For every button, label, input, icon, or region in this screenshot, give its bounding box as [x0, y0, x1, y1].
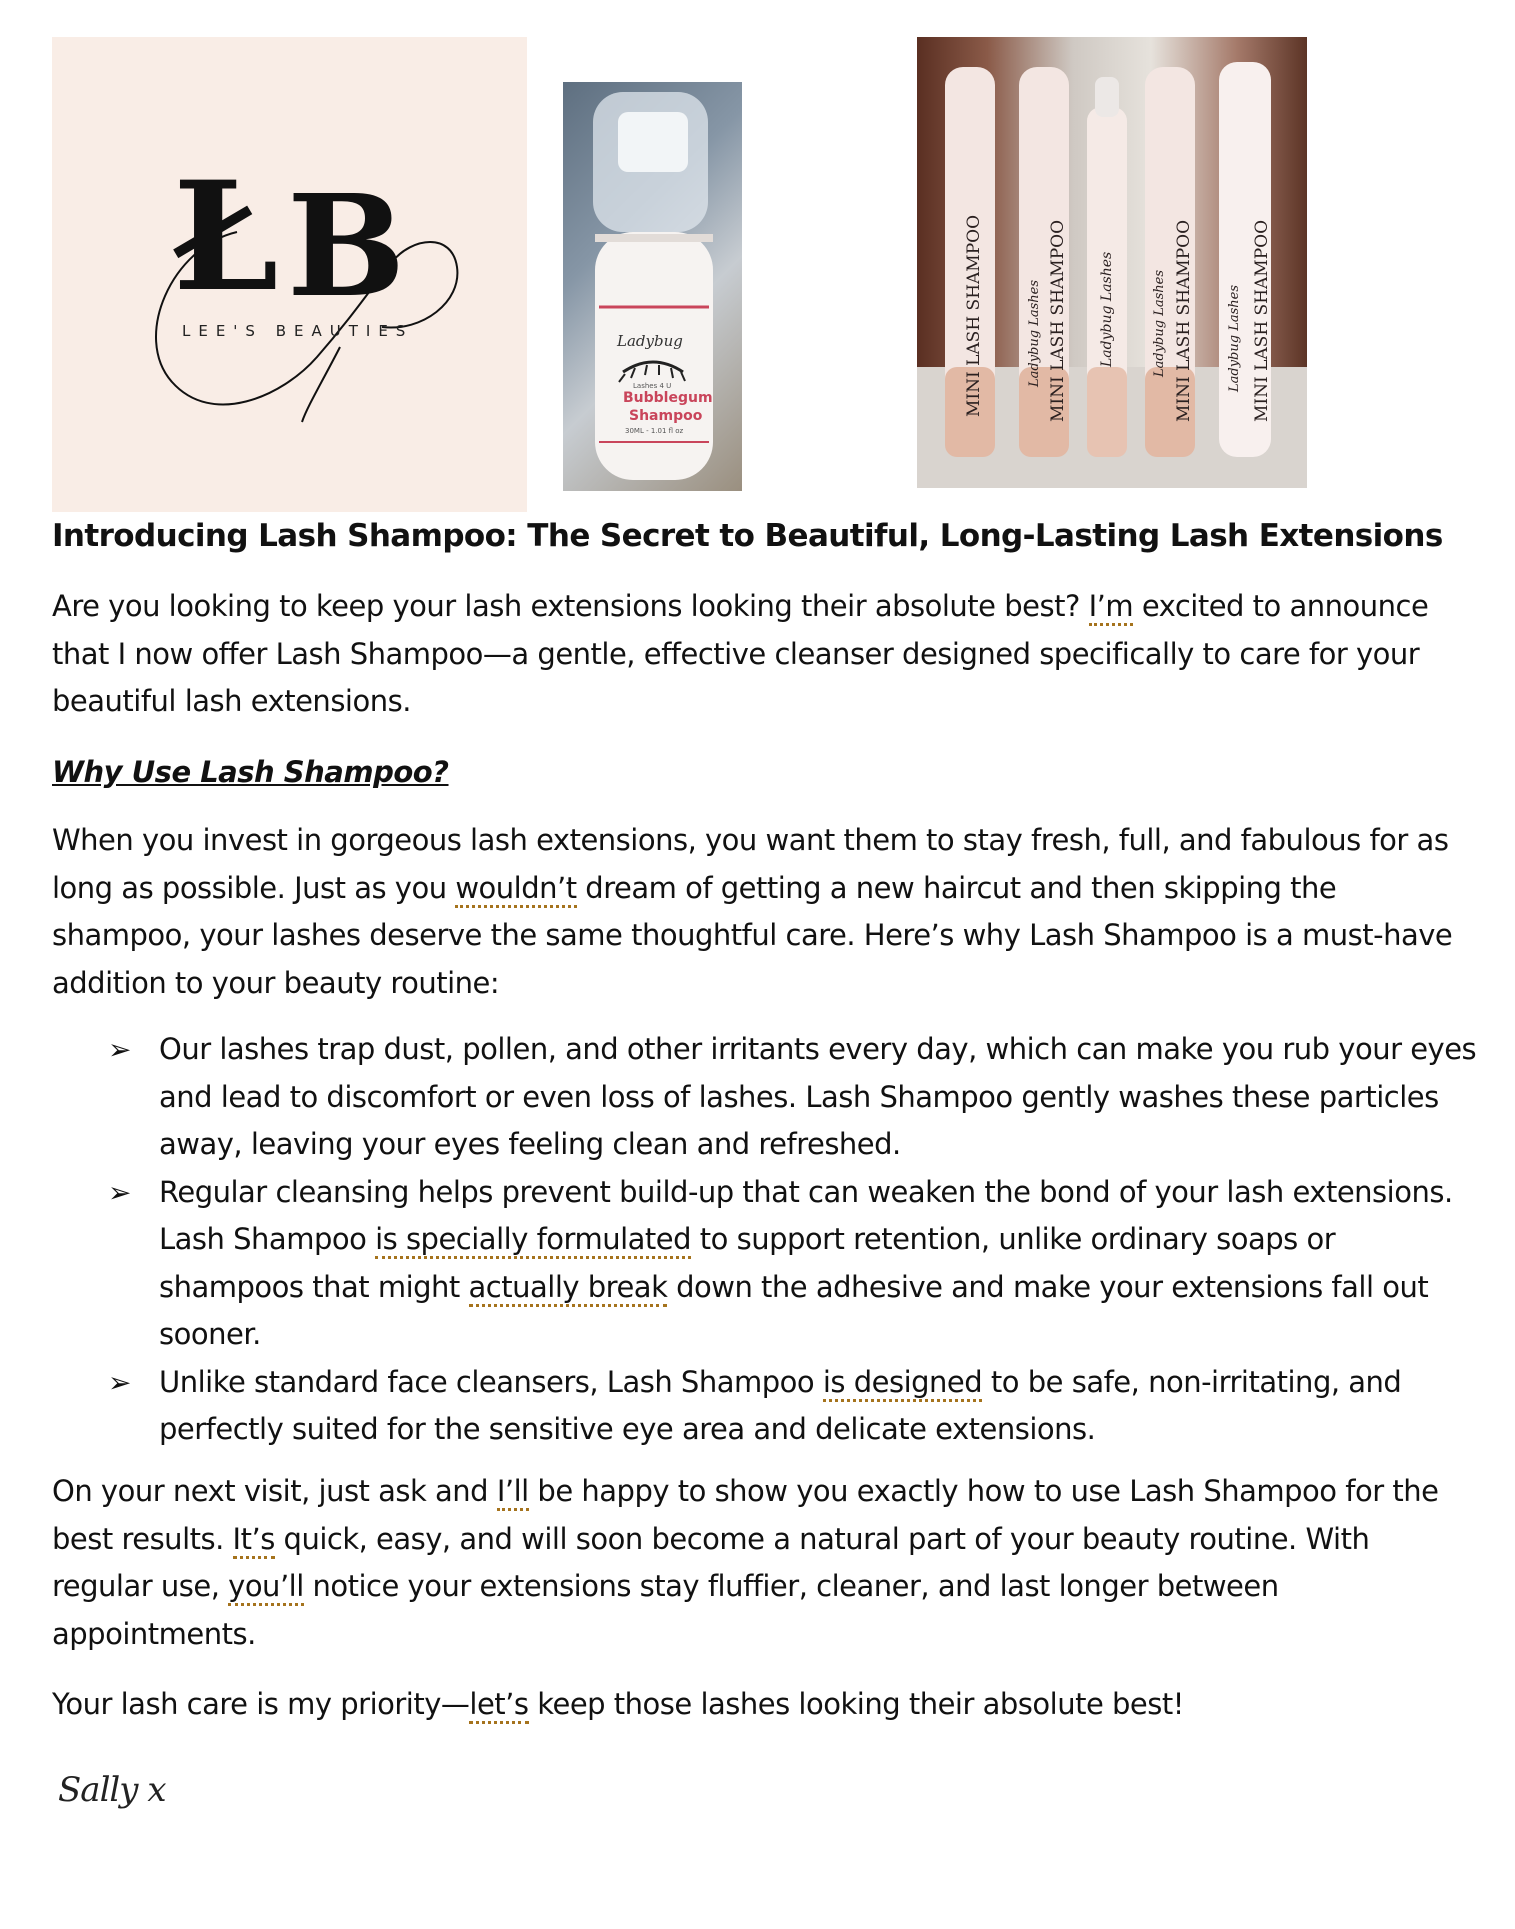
bullet-2-text-1: Regular cleansing helps prevent build-up that can weaken the bond of your lash extensions. Lash Shampoo	[159, 1174, 1453, 1256]
closing-text-2: let’s	[469, 1687, 528, 1724]
intro-text-1: Are you looking to keep your lash extensions looking their absolute best?	[52, 589, 1089, 623]
visit-text-2: I’ll	[497, 1474, 529, 1511]
bottle-size: 30ML - 1.01 fl oz	[625, 427, 684, 435]
logo-tagline: LEE'S BEAUTIES	[182, 322, 414, 340]
mini-label-3: Ladybug Lashes	[1099, 251, 1115, 367]
arrow-bullet-icon: ➢	[108, 1175, 131, 1209]
bullet-1-text: Our lashes trap dust, pollen, and other irritants every day, which can make you rub your eyes and lead to discomfort or even loss of lashes. Lash Shampoo gently washes these particles away, leaving your eyes feeling clean and refreshed.	[159, 1032, 1477, 1161]
bullet-2-text-4: actually break	[469, 1270, 668, 1307]
bottle-product2: Shampoo	[629, 408, 703, 424]
why-paragraph	[52, 817, 1477, 1007]
list-item	[108, 1359, 1488, 1454]
benefits-list	[108, 1026, 1488, 1454]
visit-paragraph	[52, 1468, 1477, 1658]
article-title: Introducing Lash Shampoo: The Secret to Beautiful, Long-Lasting Lash Extensions	[52, 518, 1443, 554]
why-text-2: wouldn’t	[455, 871, 576, 908]
visit-text-1: On your next visit, just ask and	[52, 1474, 497, 1508]
bullet-3-text-3: to be safe, non-irritating, and perfectly suited for the sensitive eye area and delicate extensions.	[159, 1364, 1402, 1446]
lees-beauties-logo	[52, 37, 527, 512]
logo-letter-b: B	[287, 165, 406, 329]
bubblegum-shampoo-photo	[563, 82, 742, 491]
intro-paragraph	[52, 583, 1477, 726]
list-item	[108, 1026, 1488, 1169]
mini-lash-shampoo-photo	[917, 37, 1307, 488]
logo-monogram	[52, 37, 527, 512]
mini-label-5: MINI LASH SHAMPOO	[1252, 219, 1272, 422]
mini-sublabel-5: Ladybug Lashes	[1227, 285, 1242, 392]
arrow-bullet-icon: ➢	[108, 1033, 131, 1066]
bullet-2-text-3: to support retention, unlike ordinary soaps or shampoos that might	[159, 1222, 1336, 1304]
bullet-3-text-2: is designed	[823, 1365, 982, 1402]
arrow-bullet-icon: ➢	[108, 1365, 131, 1399]
visit-text-3: be happy to show you exactly how to use Lash Shampoo for the best results.	[52, 1474, 1439, 1556]
mini-label-4: MINI LASH SHAMPOO	[1174, 219, 1194, 422]
intro-text-3: excited to announce that I now offer Lash Shampoo—a gentle, effective cleanser designed specifically to care for your beautiful lash extensions.	[52, 589, 1429, 718]
list-item	[108, 1169, 1488, 1359]
intro-text-2: I’m	[1089, 589, 1134, 626]
mini-sublabel-4: Ladybug Lashes	[1152, 270, 1167, 377]
bullet-3-text-1: Unlike standard face cleansers, Lash Shampoo	[159, 1364, 823, 1399]
why-subheading: Why Use Lash Shampoo?	[52, 755, 449, 789]
bullet-2-text-5: down the adhesive and make your extensions fall out sooner.	[159, 1269, 1429, 1351]
closing-text-3: keep those lashes looking their absolute best!	[528, 1687, 1184, 1721]
bottle-product: Bubblegum	[623, 390, 713, 406]
visit-text-6: you’ll	[228, 1569, 304, 1606]
why-text-1: When you invest in gorgeous lash extensions, you want them to stay fresh, full, and fabulous for as long as possible. Just as you	[52, 823, 1449, 905]
closing-text-1: Your lash care is my priority—	[52, 1687, 470, 1721]
closing-line	[52, 1681, 1477, 1729]
bottle-line1: Lashes 4 U	[633, 382, 672, 390]
mini-label-1: MINI LASH SHAMPOO	[964, 214, 984, 417]
bullet-2-text-2: is specially formulated	[375, 1222, 691, 1259]
visit-text-4: It’s	[233, 1522, 275, 1559]
why-text-3: dream of getting a new haircut and then skipping the shampoo, your lashes deserve the same thoughtful care. Here’s why Lash Shampoo is a must-have addition to your beauty routine:	[52, 870, 1453, 1000]
visit-text-5: quick, easy, and will soon become a natural part of your beauty routine. With regular use,	[52, 1521, 1370, 1603]
mini-label-2: MINI LASH SHAMPOO	[1048, 219, 1068, 422]
logo-letter-l: Ł	[172, 149, 279, 325]
visit-text-7: notice your extensions stay fluffier, cleaner, and last longer between appointments.	[52, 1569, 1279, 1651]
signature: Sally x	[58, 1770, 166, 1810]
bottle-brand: Ladybug	[617, 332, 683, 350]
mini-sublabel-2: Ladybug Lashes	[1027, 280, 1042, 387]
